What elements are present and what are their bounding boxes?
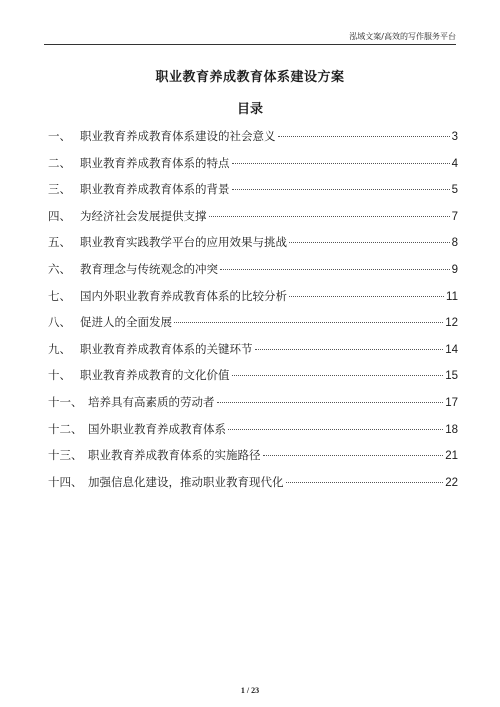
toc-leader-dots: [255, 349, 444, 350]
toc-entry-number: 十一、: [48, 394, 83, 409]
toc-entry-page: 7: [451, 210, 458, 223]
toc-entry[interactable]: [48, 261, 458, 288]
toc-entry[interactable]: [48, 314, 458, 341]
toc-entry-number: 八、: [48, 315, 71, 330]
toc-entry-number: 十四、: [48, 474, 83, 489]
toc-entry-page: 21: [445, 450, 458, 463]
header-divider: [44, 44, 456, 45]
toc-entry-page: 12: [445, 317, 458, 330]
toc-heading: 目录: [236, 102, 263, 117]
toc-entry-page: 15: [445, 370, 458, 383]
toc-entry-page: 9: [451, 263, 458, 276]
toc-entry-number: 十三、: [48, 448, 83, 463]
toc-leader-dots: [289, 296, 444, 297]
page-footer-indicator: 1 / 23: [240, 686, 260, 695]
toc-entry-page: 8: [451, 237, 458, 250]
toc-entry-title: 职业教育养成教育的文化价值: [80, 368, 230, 383]
toc-entry-title: 职业教育养成教育体系的特点: [80, 155, 230, 170]
toc-leader-dots: [278, 136, 450, 137]
toc-entry-title: 国内外职业教育养成教育体系的比较分析: [80, 288, 287, 303]
toc-leader-dots: [174, 322, 443, 323]
toc-entry[interactable]: [48, 208, 458, 235]
toc-entry-number: 二、: [48, 155, 71, 170]
toc-leader-dots: [220, 269, 450, 270]
toc-entry-number: 四、: [48, 208, 71, 223]
toc-entry-title: 职业教育养成教育体系建设的社会意义: [80, 129, 276, 143]
toc-entry-title: 为经济社会发展提供支撑: [80, 208, 207, 223]
toc-entry-page: 5: [451, 184, 458, 197]
table-of-contents: [48, 128, 458, 500]
page-header: 泓域文案/高效的写作服务平台: [349, 32, 456, 41]
toc-leader-dots: [289, 242, 450, 243]
toc-entry-title: 职业教育养成教育体系的关键环节: [80, 341, 253, 356]
toc-leader-dots: [232, 189, 450, 190]
toc-entry-number: 十二、: [48, 421, 83, 436]
toc-entry[interactable]: [48, 447, 458, 474]
toc-entry-title: 教育理念与传统观念的冲突: [80, 261, 218, 276]
toc-leader-dots: [232, 163, 450, 164]
toc-entry-title: 国外职业教育养成教育体系: [88, 421, 226, 436]
toc-leader-dots: [286, 482, 444, 483]
toc-leader-dots: [217, 402, 444, 403]
toc-entry-number: 九、: [48, 341, 71, 356]
toc-leader-dots: [263, 455, 444, 456]
toc-leader-dots: [228, 429, 443, 430]
toc-entry-number: 一、: [48, 129, 71, 143]
toc-entry[interactable]: [48, 474, 458, 501]
toc-entry-title: 培养具有高素质的劳动者: [88, 394, 215, 409]
toc-entry-number: 六、: [48, 261, 71, 276]
toc-entry-number: 七、: [48, 288, 71, 303]
toc-entry-number: 十、: [48, 368, 71, 383]
toc-entry-number: 三、: [48, 182, 71, 197]
toc-entry-title: 加强信息化建设，推动职业教育现代化: [88, 474, 284, 489]
toc-entry-number: 五、: [48, 235, 71, 250]
toc-entry-title: 职业教育实践教学平台的应用效果与挑战: [80, 235, 287, 250]
document-title: 职业教育养成教育体系建设方案: [155, 70, 345, 85]
toc-entry-page: 4: [451, 157, 458, 170]
toc-leader-dots: [209, 216, 450, 217]
toc-entry-page: 14: [445, 343, 458, 356]
toc-leader-dots: [232, 375, 444, 376]
toc-entry-page: 3: [451, 131, 458, 143]
toc-entry-page: 11: [446, 290, 458, 303]
toc-entry-title: 职业教育养成教育体系的背景: [80, 182, 230, 197]
toc-entry-page: 22: [445, 476, 458, 489]
toc-entry-page: 17: [445, 396, 458, 409]
toc-entry[interactable]: [48, 421, 458, 448]
toc-entry[interactable]: [48, 128, 458, 155]
toc-entry-title: 职业教育养成教育体系的实施路径: [88, 448, 261, 463]
toc-entry[interactable]: [48, 367, 458, 394]
toc-entry-title: 促进人的全面发展: [80, 315, 172, 330]
toc-entry[interactable]: [48, 234, 458, 261]
toc-entry[interactable]: [48, 341, 458, 368]
toc-entry[interactable]: [48, 394, 458, 421]
toc-entry-page: 18: [445, 423, 458, 436]
toc-entry[interactable]: [48, 181, 458, 208]
toc-entry[interactable]: [48, 288, 458, 315]
toc-entry[interactable]: [48, 155, 458, 182]
